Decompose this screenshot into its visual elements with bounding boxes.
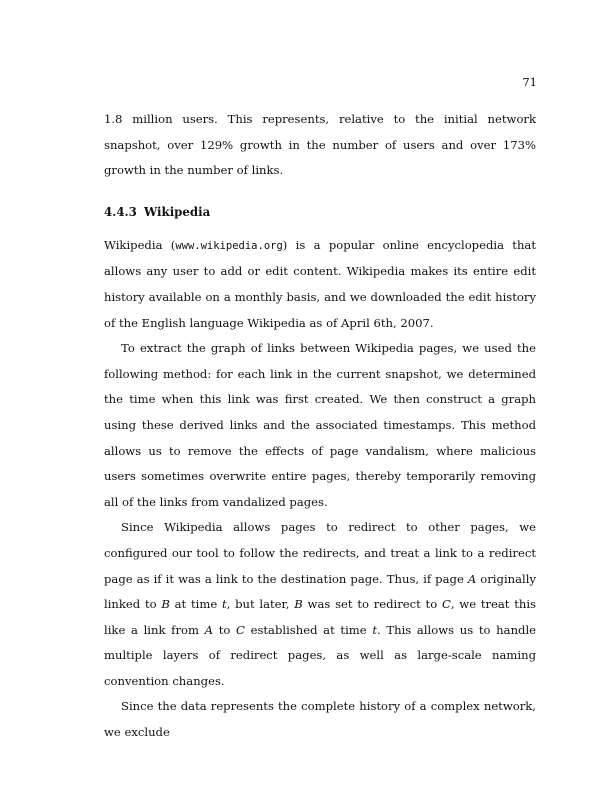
math-var: B — [161, 597, 170, 612]
text-run: ) is a popular online encyclopedia that allows any user to add or edit content. Wikipedia makes its entire edit history available on a monthly basis, and we downloaded the edit history of the English language Wikipedia as of April 6th, 2007. — [104, 237, 537, 330]
math-var: A — [204, 622, 214, 637]
math-var: t — [221, 597, 227, 612]
text-run: to — [213, 622, 237, 637]
math-var: C — [441, 597, 451, 612]
paragraph-continued: 1.8 million users. This represents, relative to the initial network snapshot, over 129% growth in the number of users and over 173% growth in the number of links. — [104, 112, 536, 178]
paragraph-wikipedia-intro — [104, 233, 536, 336]
paragraph-history-exclusion: Since the data represents the complete history of a complex network, we exclude — [104, 699, 536, 740]
math-var: C — [236, 622, 245, 637]
math-var: t — [372, 622, 378, 637]
text-run: at time — [169, 597, 222, 612]
section-title: Wikipedia — [144, 204, 211, 219]
paragraph-link-extraction: To extract the graph of links between Wikipedia pages, we used the following method: for each link in the current snapshot, we determined the time when this link was first created. We then construct a graph using these derived links and the associated timestamps. This method allows us to remove the effects of page vandalism, where malicious users sometimes overwrite entire pages, thereby temporarily removing all of the links from vandalized pages. — [104, 341, 536, 509]
page-body — [104, 107, 536, 746]
section-number: 4.4.3 — [104, 204, 137, 219]
text-run: was set to redirect to — [302, 597, 442, 612]
math-var: A — [467, 571, 477, 586]
text-run: Since Wikipedia allows pages to redirect to other pages, we configured our tool to follow the redirects, and treat a link to a redirect page as if it was a link to the destination page. Thus, if page — [104, 520, 536, 586]
section-heading — [104, 200, 536, 225]
page-number: 71 — [522, 75, 537, 89]
wikipedia-url: www.wikipedia.org — [175, 239, 283, 252]
text-run: Wikipedia ( — [104, 237, 176, 252]
text-run: established at time — [244, 622, 373, 637]
math-var: B — [294, 597, 303, 612]
text-run: , we treat this like a link from — [104, 597, 537, 637]
paragraph-redirects — [104, 515, 536, 694]
text-run: originally linked to — [104, 571, 536, 612]
text-run: . This allows us to handle multiple layers of redirect pages, as well as large-scale naming convention changes. — [104, 622, 537, 688]
text-run: , but later, — [226, 597, 295, 612]
